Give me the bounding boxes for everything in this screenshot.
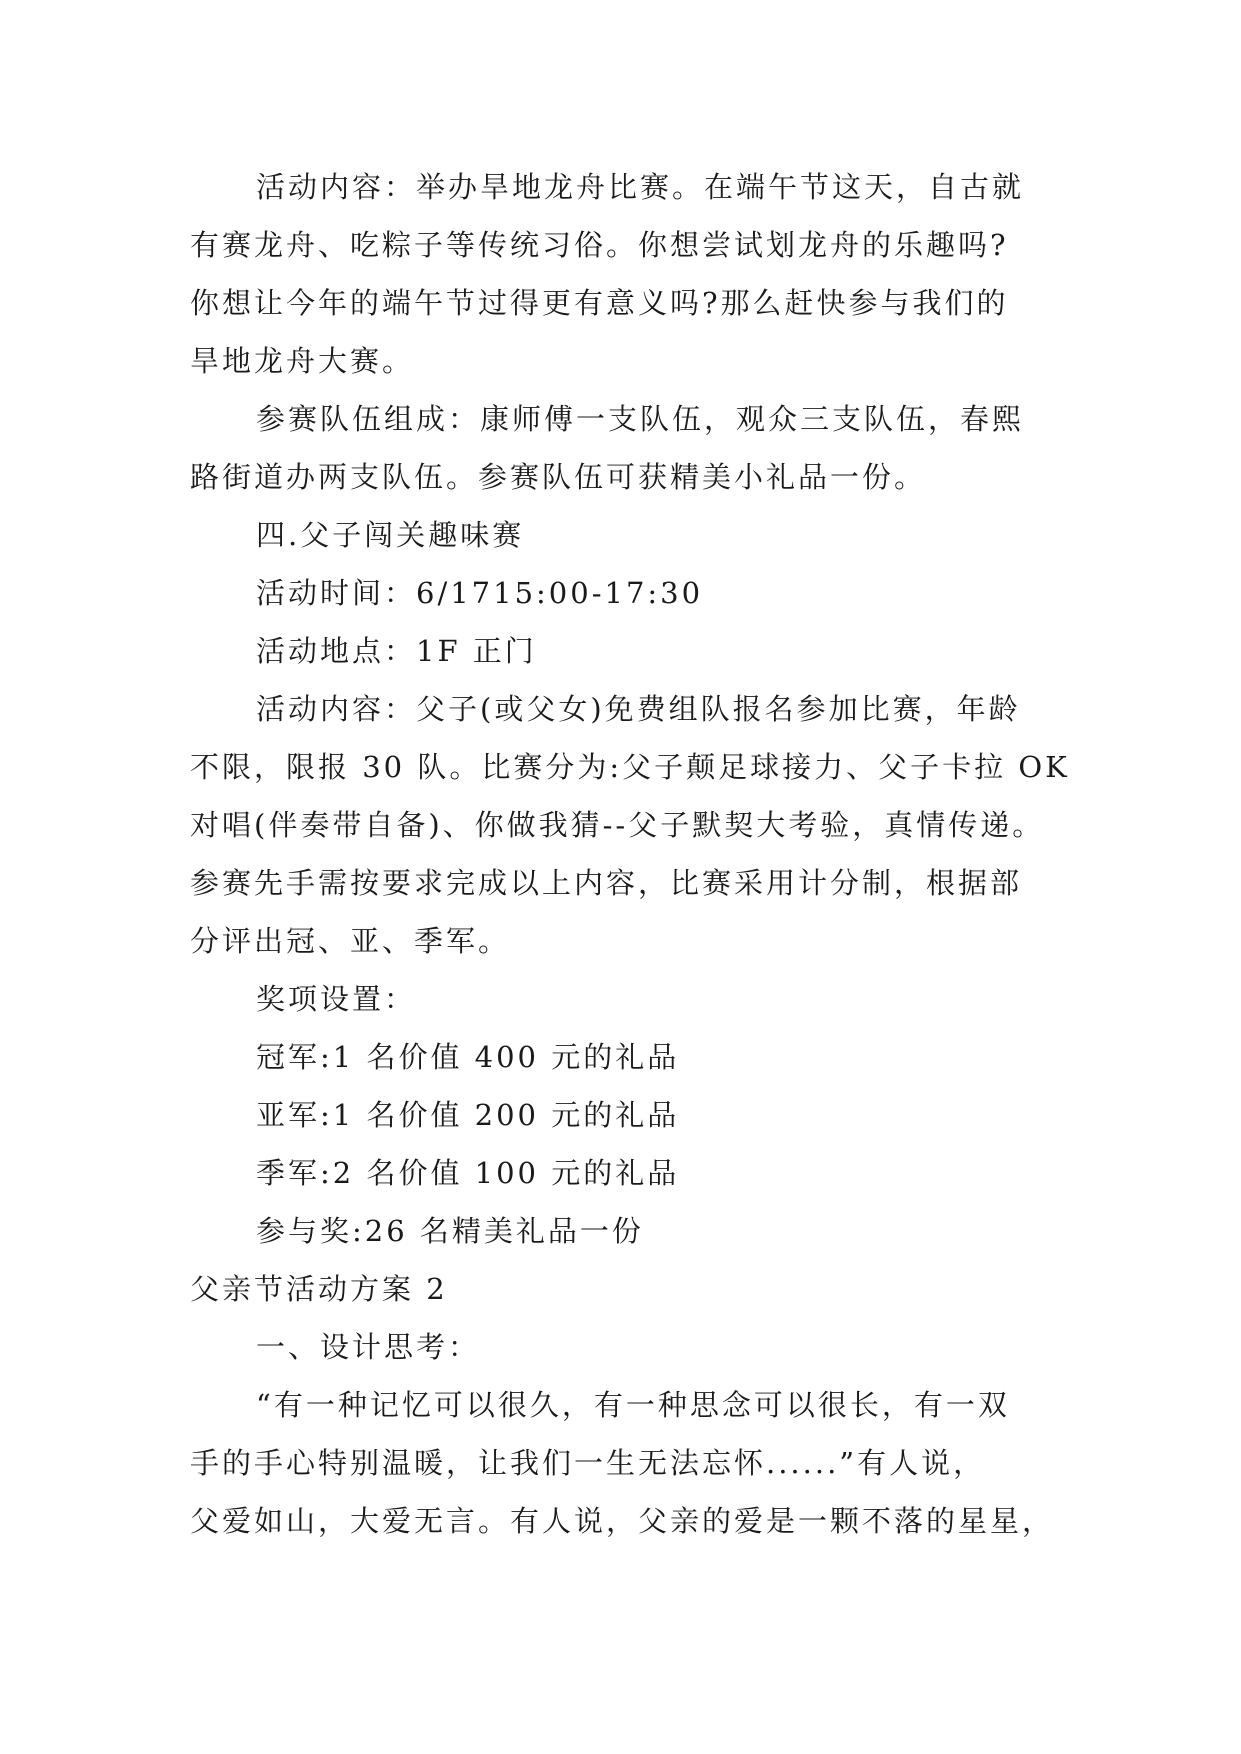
paragraph-line: 活动地点：1F 正门 bbox=[256, 634, 537, 668]
section-heading: 一、设计思考： bbox=[256, 1330, 481, 1364]
paragraph-line: 手的手心特别温暖，让我们一生无法忘怀......”有人说， bbox=[190, 1446, 986, 1480]
paragraph-line: 活动内容：举办旱地龙舟比赛。在端午节这天，自古就 bbox=[256, 170, 1025, 204]
paragraph-line: 父爱如山，大爱无言。有人说，父亲的爱是一颗不落的星星， bbox=[190, 1504, 1055, 1538]
paragraph-line: 活动时间：6/1715:00-17:30 bbox=[256, 576, 704, 610]
paragraph-line: 路街道办两支队伍。参赛队伍可获精美小礼品一份。 bbox=[190, 460, 927, 494]
paragraph-line: 奖项设置： bbox=[256, 982, 417, 1016]
award-line: 亚军:1 名价值 200 元的礼品 bbox=[256, 1098, 680, 1132]
section-title: 父亲节活动方案 2 bbox=[190, 1272, 448, 1306]
paragraph-line: 参赛队伍组成：康师傅一支队伍，观众三支队伍，春熙 bbox=[256, 402, 1025, 436]
document-body bbox=[190, 158, 1070, 1550]
award-line: 季军:2 名价值 100 元的礼品 bbox=[256, 1156, 680, 1190]
paragraph-line: 不限，限报 30 队。比赛分为:父子颠足球接力、父子卡拉 OK bbox=[190, 750, 1070, 784]
paragraph-line: 活动内容：父子(或父女)免费组队报名参加比赛，年龄 bbox=[256, 692, 1021, 726]
paragraph-line: 旱地龙舟大赛。 bbox=[190, 344, 415, 378]
section-heading: 四.父子闯关趣味赛 bbox=[256, 518, 525, 552]
award-line: 参与奖:26 名精美礼品一份 bbox=[256, 1214, 644, 1248]
paragraph-line: 有赛龙舟、吃粽子等传统习俗。你想尝试划龙舟的乐趣吗? bbox=[190, 228, 1009, 262]
paragraph-line: 参赛先手需按要求完成以上内容，比赛采用计分制，根据部 bbox=[190, 866, 1023, 900]
paragraph-line: 对唱(伴奏带自备)、你做我猜--父子默契大考验，真情传递。 bbox=[190, 808, 1045, 842]
paragraph-line: 你想让今年的端午节过得更有意义吗?那么赶快参与我们的 bbox=[190, 286, 1009, 320]
paragraph-line: “有一种记忆可以很久，有一种思念可以很长，有一双 bbox=[256, 1388, 1010, 1422]
paragraph-line: 分评出冠、亚、季军。 bbox=[190, 924, 511, 958]
award-line: 冠军:1 名价值 400 元的礼品 bbox=[256, 1040, 680, 1074]
